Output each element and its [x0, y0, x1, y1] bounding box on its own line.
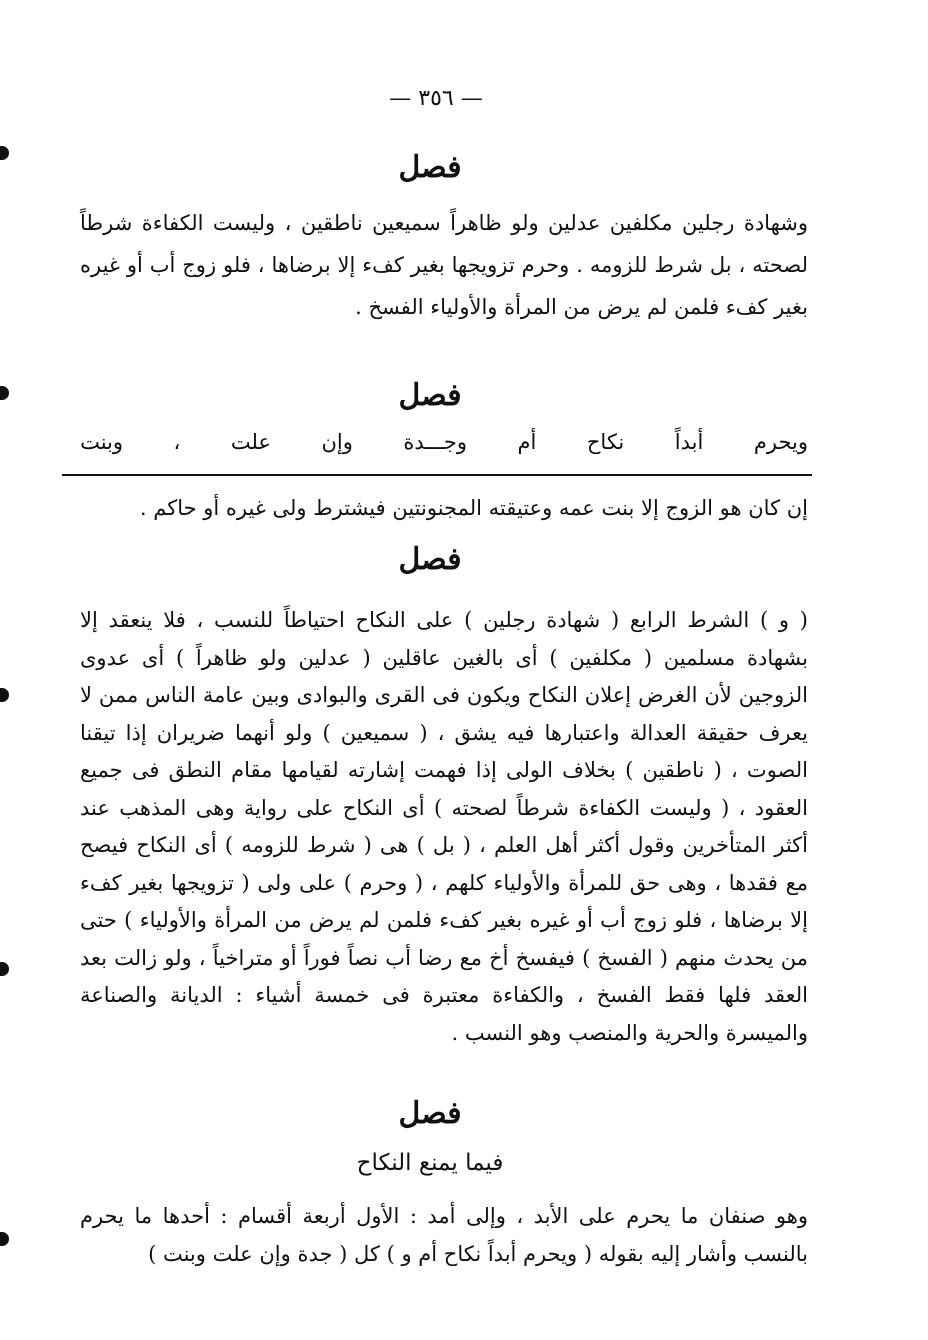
section-heading-4: فصل	[398, 1096, 462, 1131]
section-heading-1: فصل	[398, 150, 462, 185]
commentary-continuation: إن كان هو الزوج إلا بنت عمه وعتيقته المجنونتين فيشترط ولى غيره أو حاكم .	[139, 496, 808, 520]
divider-line	[62, 474, 812, 476]
page-number: — ٣٥٦ —	[389, 86, 483, 111]
binding-mark	[0, 1232, 9, 1246]
section-text-4: وهو صنفان ما يحرم على الأبد ، وإلى أمد : الأول أربعة أقسام : أحدها ما يحرم بالنسب وأشار إليه بقوله ( ويحرم أبداً نكاح أم و ) كل ( جدة وإن علت وبنت )	[80, 1204, 808, 1266]
word-1: ويحرم	[753, 430, 808, 454]
word-4: أم	[517, 430, 537, 454]
section-heading-2: فصل	[398, 378, 462, 413]
section-text-3: ( و ) الشرط الرابع ( شهادة رجلين ) على النكاح احتياطاً للنسب ، فلا ينعقد إلا بشهادة مسلمين ( مكلفين ) أى بالغين عاقلين ( عدلين ولو ظاهراً ) أى عدوى الزوجين لأن الغرض إعلان النكاح ويكون فى القرى والبوادى وبين عامة الناس ممن لا يعرف حقيقة العدالة واعتبارها فيه يشق ، ( سميعين ) ولو أنهما ضريران إذا تيقنا الصوت ، ( ناطقين ) بخلاف الولى إذا فهمت إشارته لقيامها مقام النطق فى جميع العقود ، ( وليست الكفاءة شرطاً لصحته ) أى النكاح على رواية وهى المذهب عند أكثر المتأخرين وقول أكثر أهل العلم ، ( بل ) هى ( شرط للزومه ) أى النكاح فيصح مع فقدها ، وهى حق للمرأة والأولياء كلهم ، ( وحرم ) على ولى ( تزويجها بغير كفء إلا برضاها ، فلو زوج أب أو غيره بغير كفء فلمن لم يرض من المرأة والأولياء ) حتى من يحدث منهم ( الفسخ ) فيفسخ أخ مع رضا أب نصاً فوراً أو متراخياً ، ولو زالت بعد العقد فلها فقط الفسخ ، والكفاءة معتبرة فى خمسة أشياء : الديانة والصناعة والميسرة والحرية والمنصب وهو النسب .	[80, 608, 808, 1045]
section-heading-3: فصل	[398, 542, 462, 577]
section-text-2	[80, 430, 808, 454]
word-2: أبداً	[674, 430, 704, 454]
binding-mark	[0, 688, 9, 702]
word-5: وجـــدة	[403, 430, 467, 454]
section-text-1: وشهادة رجلين مكلفين عدلين ولو ظاهراً سميعين ناطقين ، وليست الكفاءة شرطاً لصحته ، بل شرط للزومه . وحرم تزويجها بغير كفء إلا برضاها ، فلو زوج أب أو غيره بغير كفء فلمن لم يرض من المرأة والأولياء الفسخ .	[80, 211, 808, 319]
word-9: وبنت	[80, 430, 124, 454]
section-subheading-4: فيما يمنع النكاح	[356, 1150, 504, 1176]
word-3: نكاح	[586, 430, 625, 454]
word-6: وإن	[321, 430, 353, 454]
binding-mark	[0, 962, 9, 976]
word-8: ،	[173, 430, 181, 454]
word-7: علت	[230, 430, 271, 454]
